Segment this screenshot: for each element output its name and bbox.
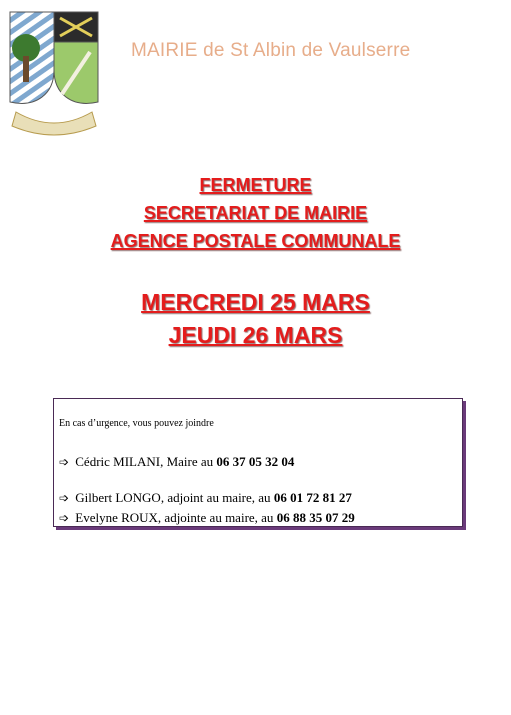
contact-phone[interactable]: 06 37 05 32 04 bbox=[216, 454, 295, 469]
contact-deputy-longo bbox=[59, 490, 352, 506]
notice-date-wednesday: MERCREDI 25 MARS bbox=[141, 289, 370, 315]
contact-text: Gilbert LONGO, adjoint au maire, au bbox=[75, 490, 274, 505]
arrow-right-icon: ➩ bbox=[59, 491, 70, 505]
emergency-contact-box bbox=[53, 398, 463, 527]
contact-mayor bbox=[59, 454, 294, 470]
contact-text: Cédric MILANI, Maire au bbox=[75, 454, 217, 469]
contact-phone[interactable]: 06 01 72 81 27 bbox=[273, 490, 352, 505]
notice-date-thursday: JEUDI 26 MARS bbox=[168, 322, 343, 348]
arrow-right-icon: ➩ bbox=[59, 455, 70, 469]
contact-text: Evelyne ROUX, adjointe au maire, au bbox=[75, 510, 277, 525]
coat-of-arms-icon bbox=[6, 8, 102, 140]
notice-line-secretariat: SECRETARIAT DE MAIRIE bbox=[143, 203, 368, 223]
notice-line-closure: FERMETURE bbox=[199, 175, 312, 195]
notice-line-postal-agency: AGENCE POSTALE COMMUNALE bbox=[110, 231, 401, 251]
emergency-intro: En cas d’urgence, vous pouvez joindre bbox=[59, 418, 214, 429]
arrow-right-icon: ➩ bbox=[59, 511, 70, 525]
page-title: MAIRIE de St Albin de Vaulserre bbox=[131, 40, 411, 61]
contact-phone[interactable]: 06 88 35 07 29 bbox=[276, 510, 355, 525]
contact-deputy-roux bbox=[59, 510, 355, 526]
